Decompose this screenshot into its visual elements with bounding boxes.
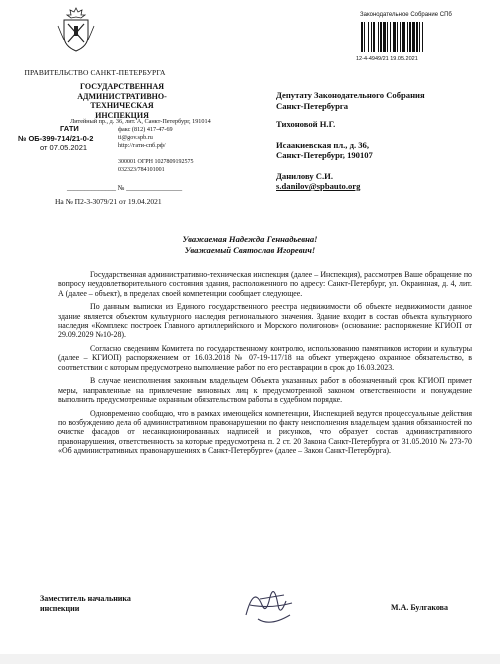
signatory-name: М.А. Булгакова [391, 603, 448, 612]
letter-body [58, 270, 472, 460]
reference-line: На № П2-3-3079/21 от 19.04.2021 [55, 197, 162, 206]
greeting: Уважаемая Надежда Геннадьевна! Уважаемый Святослав Игоревич! [182, 234, 318, 255]
outgoing-number-line: ______________ № ________________ [67, 184, 183, 192]
coat-of-arms-emblem [56, 6, 96, 54]
stamp-date: от 07.05.2021 [40, 143, 88, 152]
paragraph: Государственная административно-техническая инспекция (далее – Инспекция), рассмотрев Ваше обращение по вопросу неудовлетворительного состояния здания, расположенного по адресу: Санкт-Петербург, ул. Окраинная, д. 4, лит. А (далее – объект), в пределах своей компетенции сообщает следующее. [58, 270, 472, 298]
scan-bottom-edge [0, 654, 500, 664]
barcode-number: 12-4-4949/21 19.05.2021 [356, 56, 418, 62]
barcode [360, 22, 466, 52]
handwritten-signature [240, 575, 300, 635]
email-line: ti@gov.spb.ru [118, 134, 153, 141]
recipients-block: Депутату Законодательного Собрания Санкт-Петербурга Тихоновой Н.Г. Исаакиевская пл., д. 36, Санкт-Петербург, 190107 Данилову С.И. s.danilov@spbauto.org [276, 90, 425, 191]
recipient-name-1: Тихоновой Н.Г. [276, 119, 336, 129]
site-line: http://гати-спб.рф/ [118, 142, 166, 149]
signatory-title: Заместитель начальника инспекции [40, 594, 131, 613]
paragraph: Согласно сведениям Комитета по государственному контролю, использованию памятников истории и культуры (далее – КГИОП) распоряжением от 16.03.2018 № 07-19-117/18 на объект утверждено охранное обязательство, в соответствии с которым предусмотрено выполнение работ по его реставрации в срок до 16.03.2023. [58, 344, 472, 372]
ogrn-block: 300001 ОГРН 1027809192575 032323/784101001 [118, 159, 194, 173]
address-line: Литейный пр., д. 36, лит. А, Санкт-Петербург, 191014 [70, 118, 211, 125]
fax-line: факс (812) 417-47-69 [118, 126, 173, 133]
stamp-number: № ОБ-399-714/21-0-2 [18, 133, 94, 143]
registration-stamp [18, 124, 93, 153]
paragraph: В случае неисполнения законным владельцем Объекта указанных работ в обозначенный срок КГИОП примет меры, направленные на привлечение виновных лиц к предусмотренной законом ответственности и понуждение выполнить предусмотренные охранным обязательством работы в судебном порядке. [58, 376, 472, 405]
recipient-email[interactable]: s.danilov@spbauto.org [276, 181, 361, 191]
paragraph: Одновременно сообщаю, что в рамках имеющейся компетенции, Инспекцией ведутся процессуальные действия по возбуждению дела об административном правонарушении по факту неисполнения владельцем здания обязанностей по очистке фасадов от несанкционированных надписей и рисунков, что образует состав административного правонарушения, ответственность за которые предусмотрена п. 2 ст. 20 Закона Санкт-Петербурга от 31.05.2010 № 273-70 «Об административных правонарушениях в Санкт-Петербурге» (далее – Закон Санкт-Петербурга). [58, 408, 472, 456]
organization-name: ГОСУДАРСТВЕННАЯ АДМИНИСТРАТИВНО-ТЕХНИЧЕСКАЯ ИНСПЕКЦИЯ [77, 82, 167, 120]
recipient-name-2: Данилову С.И. [276, 170, 333, 181]
stamp-org: ГАТИ [60, 124, 79, 133]
paragraph: По данным выписки из Единого государственного реестра недвижимости об объекте недвижимости данное здание является объектом культурного наследия регионального значения. Здание входит в состав объекта культурного наследия «Комплекс построек Главного артиллерийского и Морского полигонов» (основание: распоряжение КГИОП от 29.09.2029 №10-28). [58, 302, 472, 340]
incoming-stamp-title: Законодательное Собрание СПб [360, 12, 452, 18]
government-name: ПРАВИТЕЛЬСТВО САНКТ-ПЕТЕРБУРГА [24, 68, 166, 77]
